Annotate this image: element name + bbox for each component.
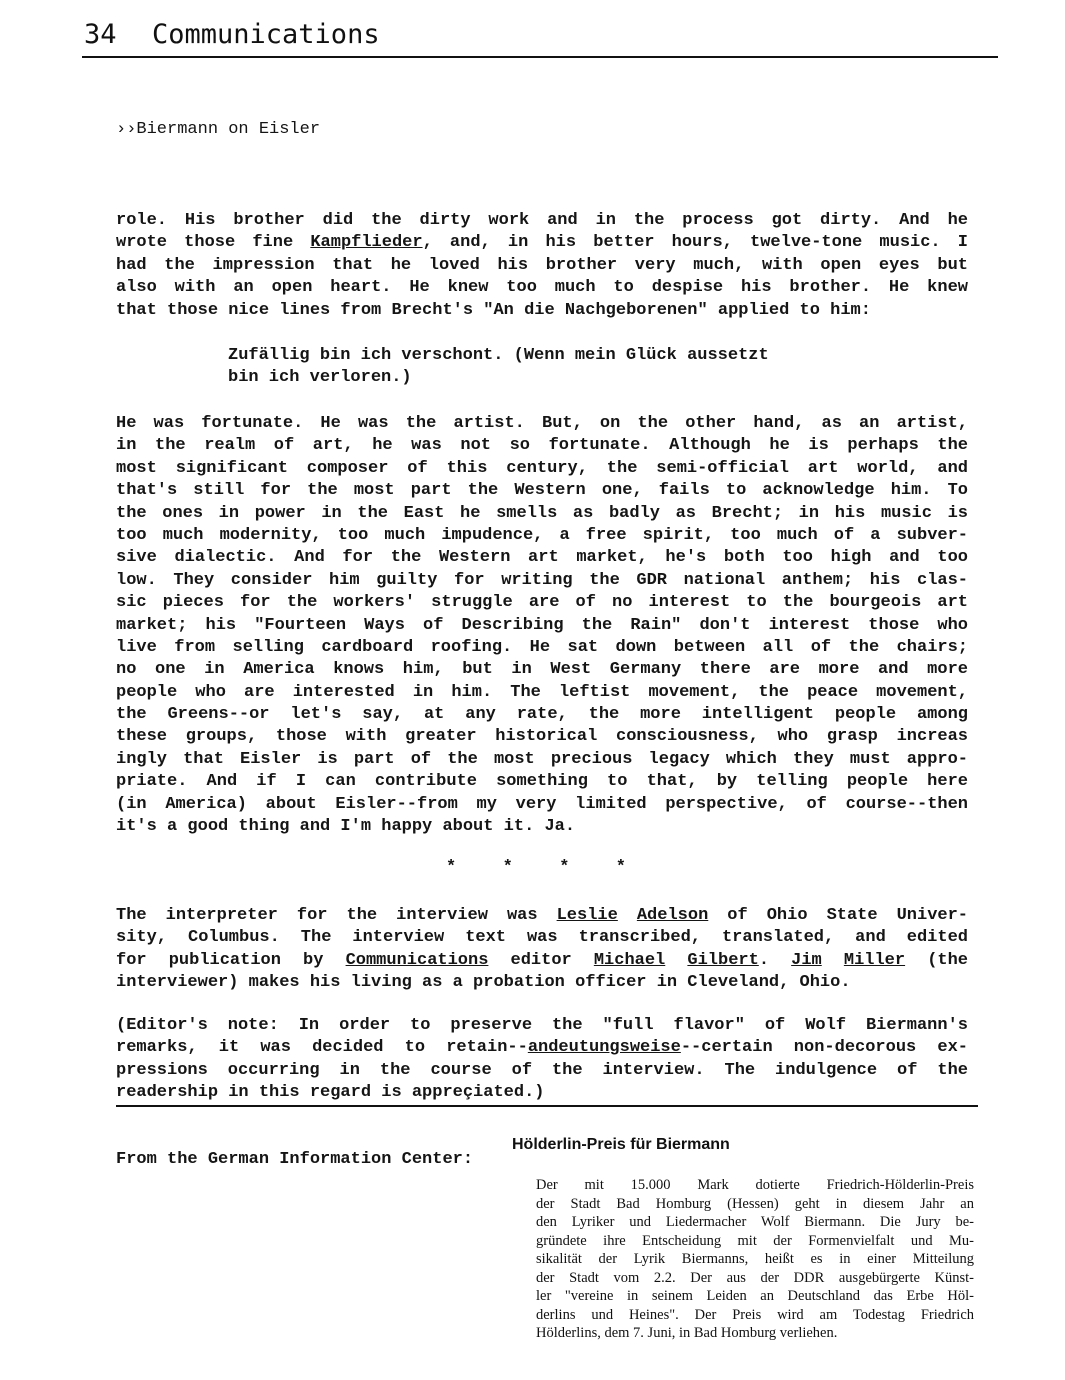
text-line: Hölderlins, dem 7. Juni, in Bad Homburg verliehen. <box>536 1325 838 1341</box>
text-line: pressions occurring in the course of the interview. The indulgence of the <box>116 1060 968 1080</box>
text-line: interviewer) makes his living as a probation officer in Cleveland, Ohio. <box>116 973 851 993</box>
paragraph-4-editors-note <box>116 1015 968 1105</box>
horizontal-rule <box>116 1105 978 1107</box>
text-line: den Lyriker und Liedermacher Wolf Biermann. Die Jury be- <box>536 1214 974 1230</box>
text-line: people who are interested in him. The leftist movement, the peace movement, <box>116 682 968 702</box>
text-line: Zufällig bin ich verschont. (Wenn mein Glück aussetzt <box>228 346 769 365</box>
text-line: low. They consider him guilty for writing the GDR national anthem; his clas- <box>116 570 968 590</box>
text-line: ingly that Eisler is part of the most precious legacy which they must appro- <box>116 749 968 769</box>
clipping-body <box>512 1176 974 1343</box>
news-clipping <box>512 1134 974 1343</box>
separator-star: * <box>615 858 626 877</box>
text-line: also with an open heart. He knew too much to despise his brother. He knew <box>116 278 968 298</box>
text-line: too much modernity, too much impudence, a free spirit, too much of a subver- <box>116 525 968 545</box>
underlined-text: Michael <box>593 950 666 970</box>
text-line: live from selling cardboard roofing. He sat down between all of the chairs; <box>116 637 968 657</box>
text-line: sity, Columbus. The interview text was transcribed, translated, and edited <box>116 928 968 948</box>
text-line: der Stadt Bad Homburg (Hessen) geht in diesem Jahr an <box>536 1195 974 1212</box>
text-line: readership in this regard is appreçiated.) <box>116 1083 545 1103</box>
underlined-text: Adelson <box>636 906 709 925</box>
clipping-headline: Hölderlin-Preis für Biermann <box>512 1136 730 1153</box>
text-line: sikalität der Lyrik Biermanns, heißt es in einer Mitteilung <box>536 1251 974 1267</box>
text-line: these groups, those with greater historical consciousness, who grasp increas <box>116 727 968 747</box>
paragraph-3-credits <box>116 905 968 995</box>
underlined-text: Miller <box>843 950 906 970</box>
text-line: sive dialectic. And for the Western art market, he's both too high and too <box>116 548 968 568</box>
text-line: role. His brother did the dirty work and in the process got dirty. And he <box>116 211 968 230</box>
text-line: that those nice lines from Brecht's "An die Nachgeborenen" applied to him: <box>116 300 871 320</box>
underlined-text: Leslie <box>556 906 618 925</box>
text-line: the Greens--or let's say, at any rate, the more intelligent people among <box>116 705 968 725</box>
source-label: From the German Information Center: <box>116 1150 474 1169</box>
text-line: it's a good thing and I'm happy about it. Ja. <box>116 817 576 837</box>
block-quote <box>228 345 769 390</box>
page-number: 34 <box>84 19 117 50</box>
underlined-text: Kampflieder <box>310 233 423 253</box>
section-heading: ››Biermann on Eisler <box>116 120 321 139</box>
underlined-text: Jim <box>791 950 822 970</box>
running-header <box>82 14 998 58</box>
text-line: market; his "Fourteen Ways of Describing the Rain" don't interest those who <box>116 615 968 635</box>
text-line: priate. And if I can contribute something to that, by telling people here <box>116 772 968 792</box>
text-line: gründete ihre Entscheidung mit der Formenvielfalt und Mu- <box>536 1232 974 1249</box>
text-line: wrote those fine Kampflieder, and, in his better hours, twelve-tone music. I <box>116 233 968 253</box>
section-separator <box>446 858 626 877</box>
text-line: (Editor's note: In order to preserve the "full flavor" of Wolf Biermann's <box>116 1016 968 1035</box>
separator-star: * <box>446 858 457 877</box>
underlined-text: Communications <box>345 950 489 970</box>
text-line: der Stadt vom 2.2. Der aus der DDR ausgebürgerte Künst- <box>536 1269 974 1286</box>
text-line: derlins und Heines". Der Preis wird am Todestag Friedrich <box>536 1306 974 1323</box>
text-line: had the impression that he loved his brother very much, with open eyes but <box>116 255 968 275</box>
text-line: remarks, it was decided to retain--andeutungsweise--certain non-decorous ex- <box>116 1038 968 1058</box>
journal-title: Communications <box>152 19 380 50</box>
text-line: no one in America knows him, but in West Germany there are more and more <box>116 660 968 680</box>
text-line: The interpreter for the interview was Leslie Adelson of Ohio State Univer- <box>116 906 969 925</box>
underlined-text: andeutungsweise <box>527 1038 681 1058</box>
text-line: bin ich verloren.) <box>228 368 412 388</box>
text-line: that's still for the most part the Western one, fails to acknowledge him. To <box>116 481 968 501</box>
text-line: (in America) about Eisler--from my very limited perspective, of course--then <box>116 794 968 814</box>
underlined-text: Gilbert <box>687 950 759 970</box>
text-line: Der mit 15.000 Mark dotierte Friedrich-Hölderlin-Preis <box>536 1177 974 1193</box>
text-line: ler "vereine in seinem Leiden an Deutschland das Erbe Höl- <box>536 1288 974 1304</box>
separator-star: * <box>502 858 513 877</box>
text-line: the ones in power in the East he smells as badly as Brecht; in his music is <box>116 503 968 523</box>
text-line: sic pieces for the workers' struggle are of no interest to the bourgeois art <box>116 593 968 613</box>
text-line: most significant composer of this century, the semi-official art world, and <box>116 458 968 478</box>
text-line: for publication by Communications editor Michael Gilbert. Jim Miller (the <box>116 950 969 970</box>
text-line: He was fortunate. He was the artist. But, on the other hand, as an artist, <box>116 414 968 433</box>
paragraph-1 <box>116 210 968 322</box>
text-line: in the realm of art, he was not so fortunate. Although he is perhaps the <box>116 436 968 456</box>
paragraph-2 <box>116 413 968 838</box>
separator-star: * <box>559 858 570 877</box>
